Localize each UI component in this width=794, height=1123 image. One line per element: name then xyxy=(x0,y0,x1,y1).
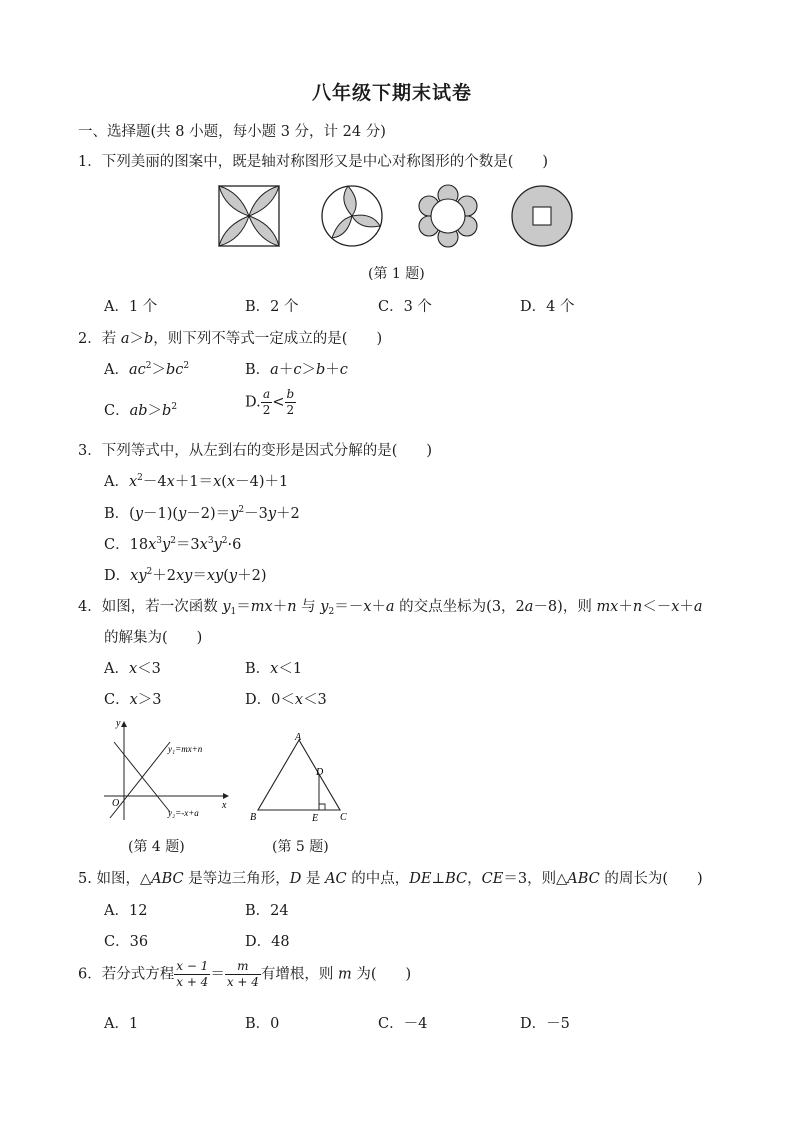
figure-coin xyxy=(512,186,572,246)
point-c-label: C xyxy=(340,812,347,823)
question-5-option-a: A．12 xyxy=(104,903,148,919)
question-5-caption: (第 5 题) xyxy=(272,839,329,855)
question-1-caption: (第 1 题) xyxy=(368,266,425,282)
question-3-option-d: D．$xy^2+2xy=xy(y+2)$ xyxy=(104,567,267,584)
question-5-option-c: C．36 xyxy=(104,934,149,950)
question-1-option-b: B．2 个 xyxy=(245,299,299,315)
question-5-option-d: D．48 xyxy=(245,934,290,950)
figure-square-petals xyxy=(219,186,279,246)
question-4-stem-line-2: 的解集为( ) xyxy=(104,630,203,646)
point-b-label: B xyxy=(250,812,257,823)
question-4-stem-line-1: 4．如图，若一次函数 $y_1=mx+n$ 与 $y_2=-x+a$ 的交点坐标为(3，2a－8)，则 mx＋n＜－x＋a xyxy=(78,599,703,617)
line-y1-label: y₁=mx+n xyxy=(168,744,203,754)
question-1-option-c: C．3 个 xyxy=(378,299,432,315)
question-3-option-a: A．$x^2-4x+1=x(x-4)+1$ xyxy=(104,473,289,490)
origin-label: O xyxy=(112,798,120,809)
question-6-option-d: D．－5 xyxy=(520,1016,570,1032)
page-title: 八年级下期末试卷 xyxy=(312,82,473,104)
section-heading: 一、选择题(共 8 小题，每小题 3 分，计 24 分) xyxy=(78,124,386,140)
figure-circle-blades xyxy=(322,186,382,246)
question-5-stem: 5. 如图，△ABC 是等边三角形，D 是 AC 的中点，DE⊥BC，CE＝3，则△ABC 的周长为( ) xyxy=(78,871,703,887)
question-4-option-d: D．0＜x＜3 xyxy=(245,692,327,708)
question-1-stem: 1．下列美丽的图案中，既是轴对称图形又是中心对称图形的个数是( ) xyxy=(78,154,549,170)
question-2-option-a: A．$ac^2>bc^2$ xyxy=(104,361,190,378)
right-angle-mark xyxy=(319,804,325,810)
y-axis-label: y xyxy=(116,718,121,729)
question-1-option-d: D．4 个 xyxy=(520,299,575,315)
question-6-stem: 6．若分式方程 $\frac{x - 1}{x + 4}$ ＝ $\frac{m}{x + 4}$ 有增根，则 m 为( ) xyxy=(78,959,412,989)
question-3-stem: 3．下列等式中，从左到右的变形是因式分解的是( ) xyxy=(78,443,433,459)
question-1-figures xyxy=(210,180,590,252)
point-d-label: D xyxy=(316,767,324,778)
question-2-option-c: C．$ab>b^2$ xyxy=(104,402,178,419)
x-axis-label: x xyxy=(222,800,227,811)
question-1-option-a: A．1 个 xyxy=(104,299,158,315)
question-4-option-a: A．x＜3 xyxy=(104,661,161,677)
line-y2-label: y₂=-x+a xyxy=(168,808,199,818)
question-2-option-d: D. $\frac{a}{2}$ < $\frac{b}{2}$ xyxy=(245,387,295,417)
question-4-option-b: B．x＜1 xyxy=(245,661,303,677)
point-e-label: E xyxy=(312,813,319,824)
question-4-caption: (第 4 题) xyxy=(128,839,185,855)
question-6-option-b: B．0 xyxy=(245,1016,280,1032)
point-a-label: A xyxy=(295,732,302,743)
question-5-option-b: B．24 xyxy=(245,903,289,919)
question-3-option-b: B．$(y-1)(y-2)=y^2-3y+2$ xyxy=(104,505,300,522)
question-4-graph xyxy=(100,712,240,827)
question-5-figure xyxy=(248,730,358,825)
question-6-option-c: C．－4 xyxy=(378,1016,428,1032)
question-4-option-c: C．x＞3 xyxy=(104,692,162,708)
question-2-stem: 2．若 a＞b，则下列不等式一定成立的是( ) xyxy=(78,331,383,347)
triangle-abc xyxy=(258,740,340,810)
question-6-option-a: A．1 xyxy=(104,1016,139,1032)
figure-flower xyxy=(419,185,477,247)
question-3-option-c: C．$18x^3y^2=3x^3y^2\cdot 6$ xyxy=(104,536,242,553)
question-2-option-b: B．a＋c＞b＋c xyxy=(245,362,348,378)
